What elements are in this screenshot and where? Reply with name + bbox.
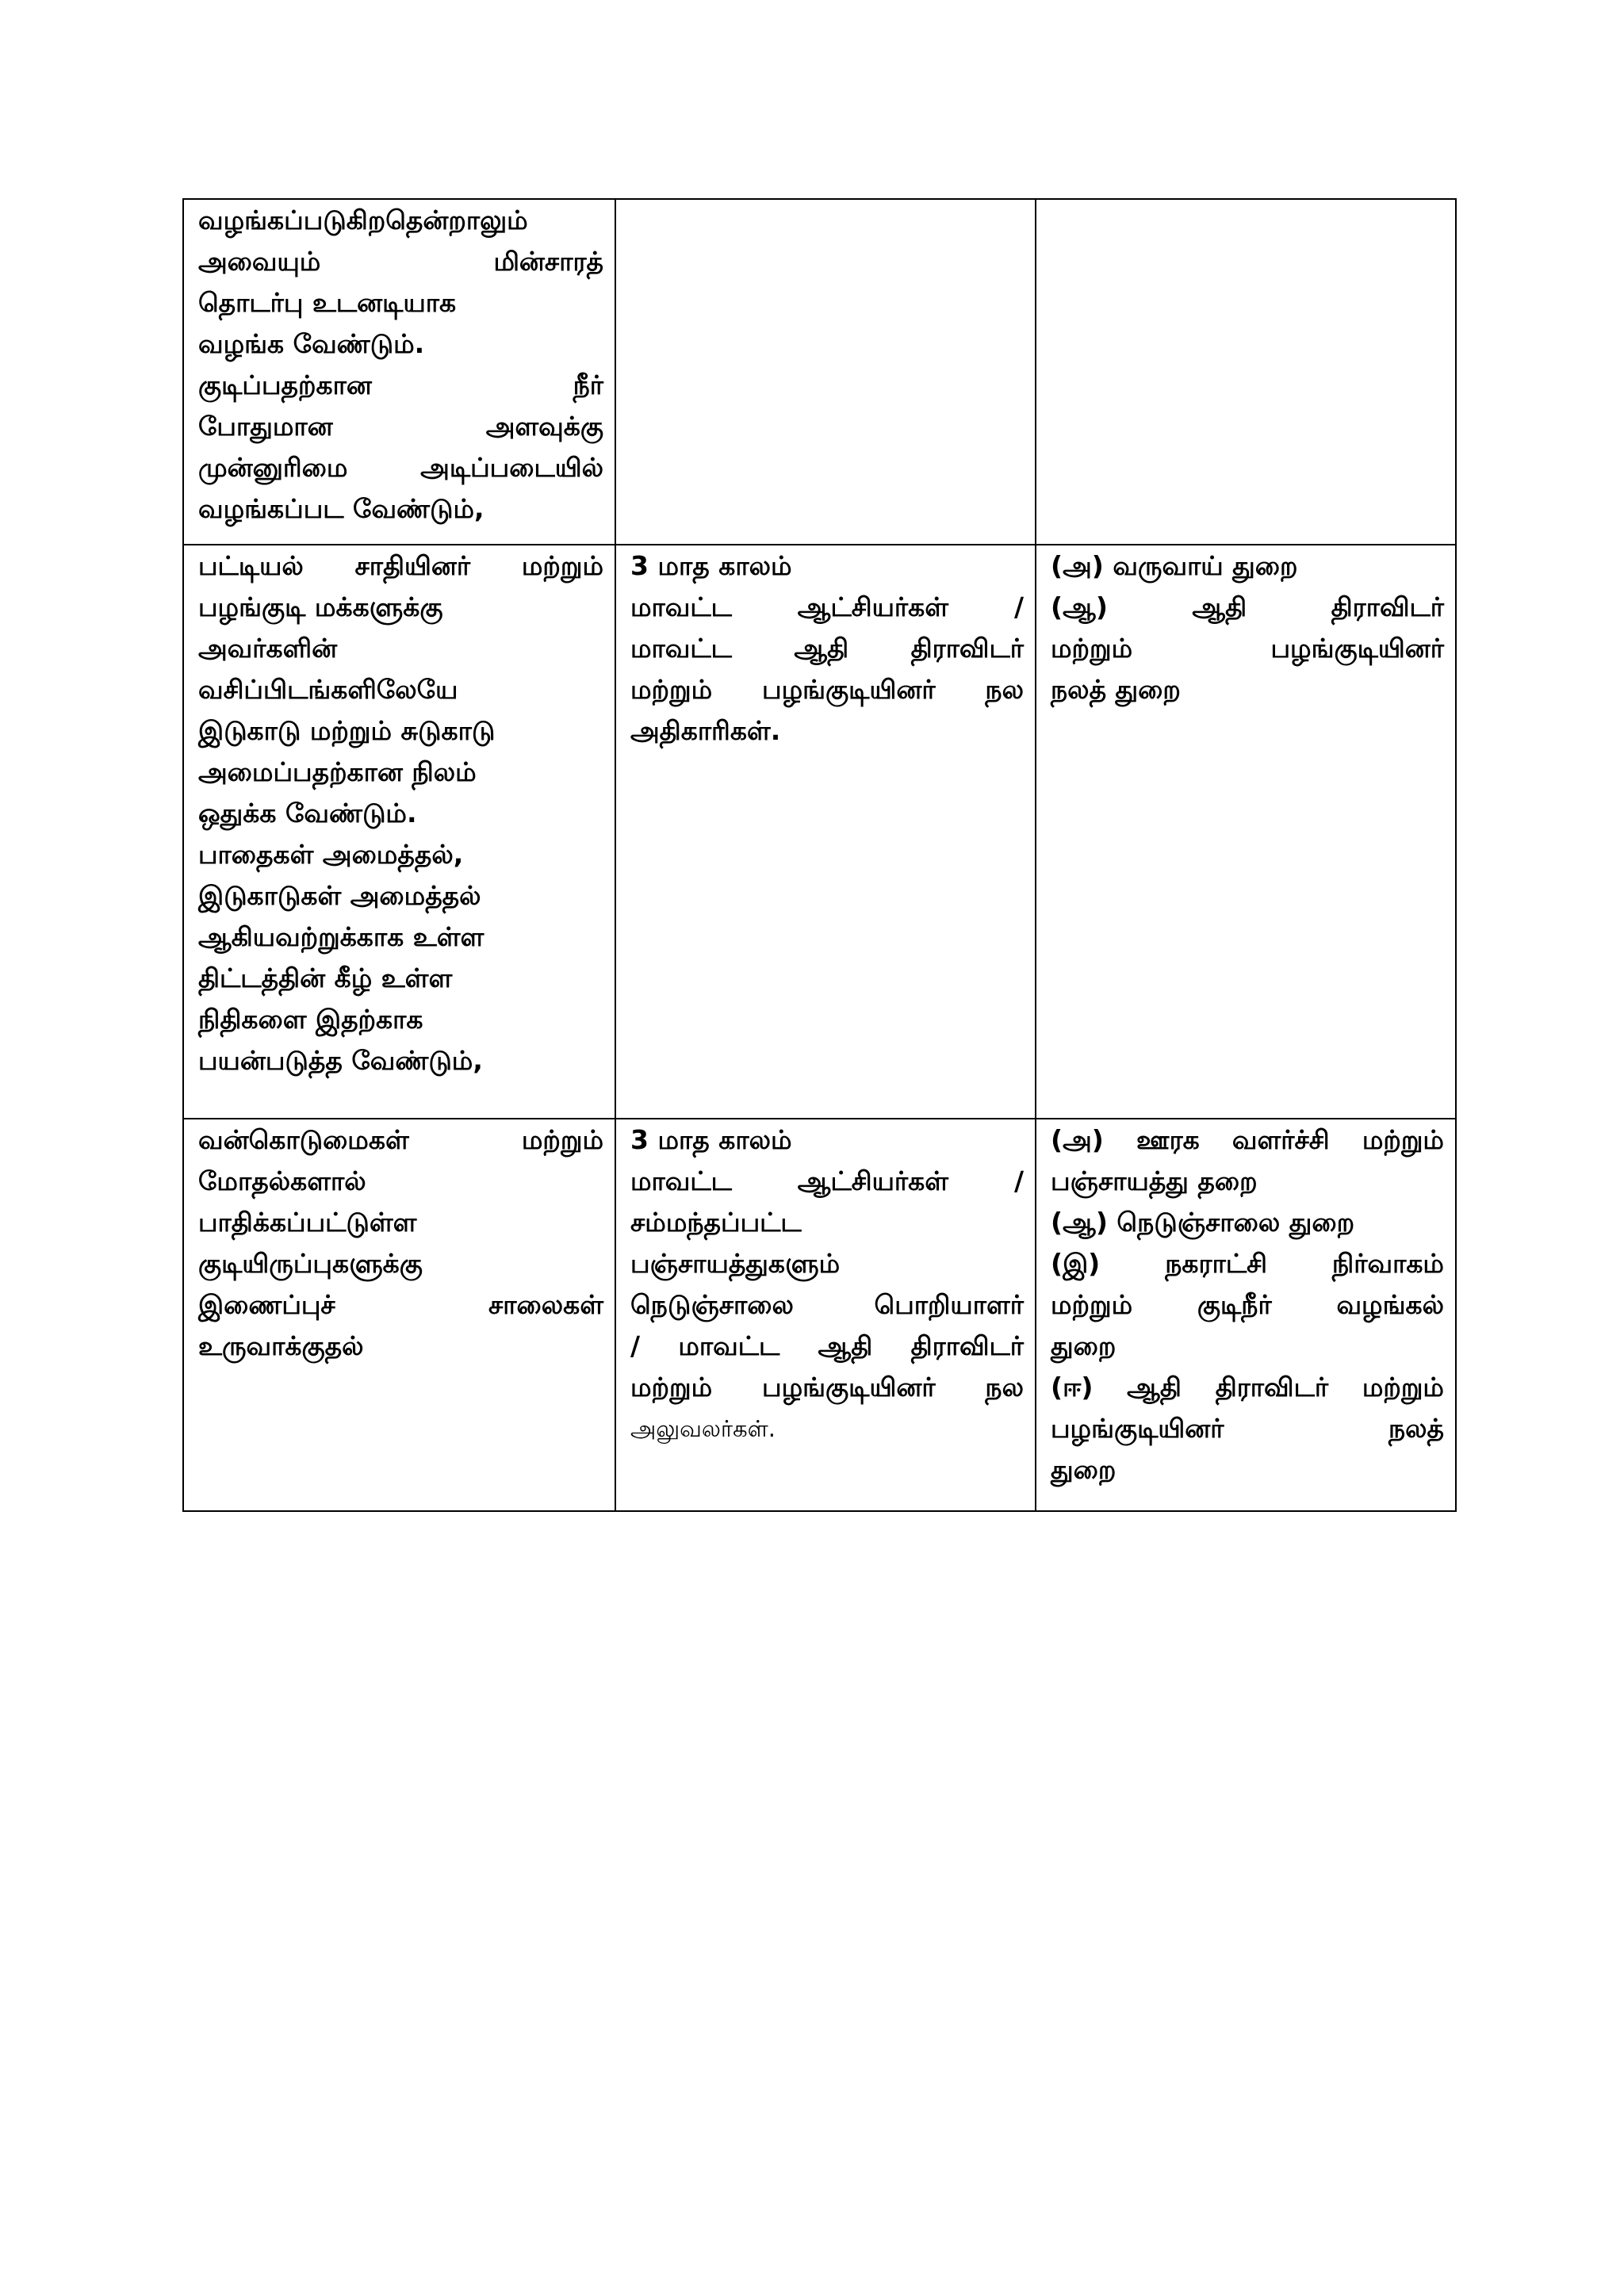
- cell-line: (ஆ) நெடுஞ்சாலை துறை: [1051, 1207, 1355, 1238]
- timeframe-cell: [615, 1119, 1036, 1511]
- cell-line: தொடர்பு உடனடியாக: [198, 287, 457, 318]
- cell-line: நலத் துறை: [1051, 674, 1181, 705]
- cell-line: வசிப்பிடங்களிலேயே: [198, 674, 458, 705]
- cell-line: (அ) ஊரக வளர்ச்சி மற்றும்: [1051, 1124, 1444, 1155]
- cell-line: துறை: [1051, 1454, 1116, 1485]
- cell-line: நிதிகளை இதற்காக: [198, 1004, 423, 1035]
- cell-line: மோதல்களால்: [198, 1165, 366, 1196]
- timeframe-cell: [615, 199, 1036, 545]
- cell-line: 3 மாத காலம்: [630, 1124, 792, 1155]
- cell-line: போதுமான அளவுக்கு: [198, 411, 603, 442]
- cell-line: மாவட்ட ஆட்சியர்கள் /: [630, 1165, 1024, 1196]
- cell-line: பாதிக்கப்பட்டுள்ள: [198, 1207, 417, 1238]
- cell-line: பயன்படுத்த வேண்டும்,: [198, 1045, 483, 1076]
- timeframe-cell: [615, 545, 1036, 1119]
- cell-line: / மாவட்ட ஆதி திராவிடர்: [630, 1330, 1024, 1361]
- cell-line: மற்றும் குடிநீர் வழங்கல்: [1051, 1289, 1444, 1320]
- cell-line: அவையும் மின்சாரத்: [198, 246, 603, 277]
- table-row: [183, 545, 1456, 1119]
- cell-line: துறை: [1051, 1330, 1116, 1361]
- cell-line: நெடுஞ்சாலை பொறியாளர்: [630, 1289, 1024, 1320]
- cell-line: பஞ்சாயத்துகளும்: [630, 1248, 841, 1279]
- cell-line: (ஆ) ஆதி திராவிடர்: [1051, 591, 1444, 622]
- cell-line: சம்மந்தப்பட்ட: [630, 1207, 802, 1238]
- cell-line: வன்கொடுமைகள் மற்றும்: [198, 1124, 603, 1155]
- cell-line: மாவட்ட ஆட்சியர்கள் /: [630, 591, 1024, 622]
- cell-line: அலுவலர்கள்.: [630, 1415, 776, 1442]
- cell-line: வழங்கப்பட வேண்டும்,: [198, 493, 485, 524]
- cell-line: முன்னுரிமை அடிப்படையில்: [198, 452, 603, 483]
- table-row: [183, 1119, 1456, 1511]
- cell-line: அதிகாரிகள்.: [630, 715, 781, 746]
- cell-line: பஞ்சாயத்து தறை: [1051, 1165, 1258, 1196]
- action-cell: [183, 1119, 615, 1511]
- cell-line: அவர்களின்: [198, 633, 338, 664]
- cell-line: (ஈ) ஆதி திராவிடர் மற்றும்: [1051, 1372, 1444, 1402]
- table-row: [183, 199, 1456, 545]
- schedule-table: [182, 198, 1457, 1512]
- cell-line: (இ) நகராட்சி நிர்வாகம்: [1051, 1248, 1444, 1279]
- cell-line: இணைப்புச் சாலைகள்: [198, 1289, 603, 1320]
- cell-line: (அ) வருவாய் துறை: [1051, 550, 1298, 581]
- department-cell: [1036, 545, 1456, 1119]
- cell-line: மற்றும் பழங்குடியினர் நல: [630, 674, 1024, 705]
- cell-line: மாவட்ட ஆதி திராவிடர்: [630, 633, 1024, 664]
- cell-line: பாதைகள் அமைத்தல்,: [198, 839, 464, 870]
- cell-line: இடுகாடுகள் அமைத்தல்: [198, 880, 481, 911]
- cell-line: ஒதுக்க வேண்டும்.: [198, 798, 417, 828]
- cell-line: உருவாக்குதல்: [198, 1330, 364, 1361]
- cell-line: பட்டியல் சாதியினர் மற்றும்: [198, 550, 603, 581]
- action-cell: [183, 199, 615, 545]
- cell-line: இடுகாடு மற்றும் சுடுகாடு: [198, 715, 496, 746]
- department-cell: [1036, 1119, 1456, 1511]
- action-cell: [183, 545, 615, 1119]
- cell-line: வழங்கப்படுகிறதென்றாலும்: [198, 205, 528, 235]
- cell-line: வழங்க வேண்டும்.: [198, 328, 425, 359]
- cell-line: மற்றும் பழங்குடியினர்: [1051, 633, 1444, 664]
- department-cell: [1036, 199, 1456, 545]
- cell-line: 3 மாத காலம்: [630, 550, 792, 581]
- cell-line: பழங்குடியினர் நலத்: [1051, 1413, 1444, 1444]
- cell-line: அமைப்பதற்கான நிலம்: [198, 756, 477, 787]
- cell-line: ஆகியவற்றுக்காக உள்ள: [198, 921, 485, 952]
- cell-line: பழங்குடி மக்களுக்கு: [198, 591, 443, 622]
- cell-line: மற்றும் பழங்குடியினர் நல: [630, 1372, 1024, 1402]
- cell-line: குடியிருப்புகளுக்கு: [198, 1248, 423, 1279]
- cell-line: குடிப்பதற்கான நீர்: [198, 369, 603, 400]
- cell-line: திட்டத்தின் கீழ் உள்ள: [198, 962, 453, 993]
